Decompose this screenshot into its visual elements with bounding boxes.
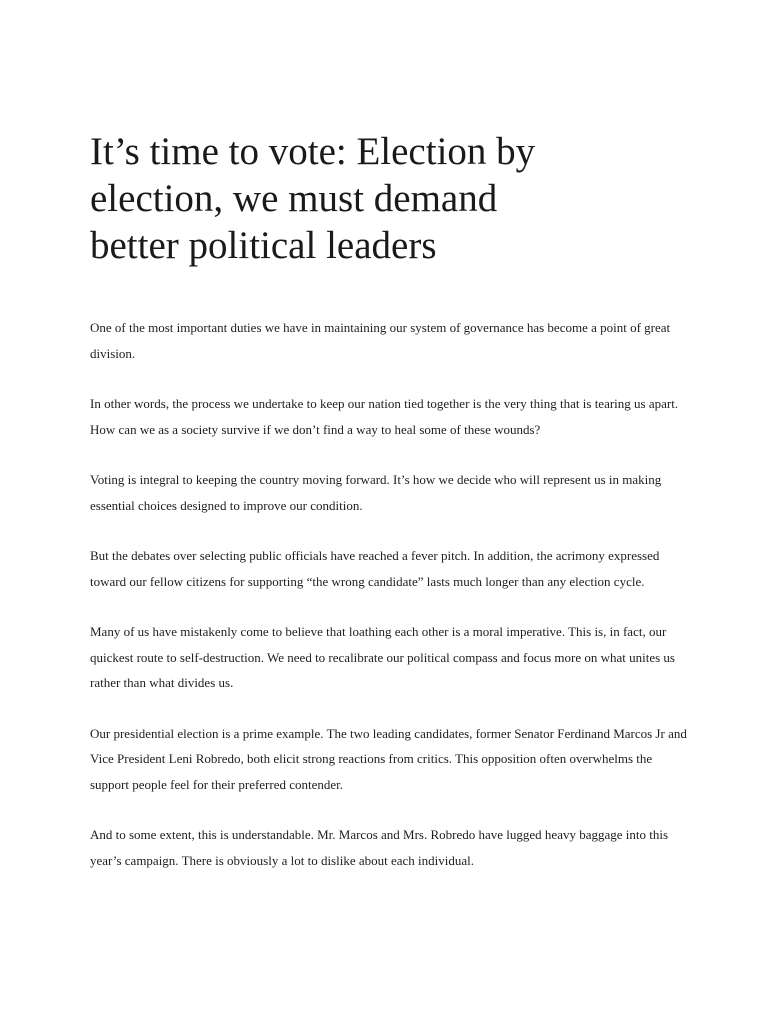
article xyxy=(90,128,694,898)
paragraph-6: Our presidential election is a prime example. The two leading candidates, former Senator Ferdinand Marcos Jr and Vice President Leni Robredo, both elicit strong reactions from critics. This opposition often overwhelms the support people feel for their preferred contender. xyxy=(90,725,694,792)
paragraph-5: Many of us have mistakenly come to believe that loathing each other is a moral imperative. This is, in fact, our quickest route to self-destruction. We need to recalibrate our political compass and focus more on what unites us rather than what divides us. xyxy=(90,624,675,690)
article-title: It’s time to vote: Election by election, we must demand better political leaders xyxy=(90,130,536,267)
paragraph-1: One of the most important duties we have in maintaining our system of governance has become a point of great division. xyxy=(90,320,671,361)
paragraph-2: In other words, the process we undertake to keep our nation tied together is the very thing that is tearing us apart. How can we as a society survive if we don’t find a way to heal some of these wounds? xyxy=(90,396,679,437)
paragraph-7: And to some extent, this is understandable. Mr. Marcos and Mrs. Robredo have lugged heavy baggage into this year’s campaign. There is obviously a lot to dislike about each individual. xyxy=(90,827,669,868)
paragraph-3: Voting is integral to keeping the country moving forward. It’s how we decide who will represent us in making essential choices designed to improve our condition. xyxy=(90,472,662,513)
paragraph-4: But the debates over selecting public officials have reached a fever pitch. In addition, the acrimony expressed toward our fellow citizens for supporting “the wrong candidate” lasts much longer than any election cycle. xyxy=(90,548,660,589)
